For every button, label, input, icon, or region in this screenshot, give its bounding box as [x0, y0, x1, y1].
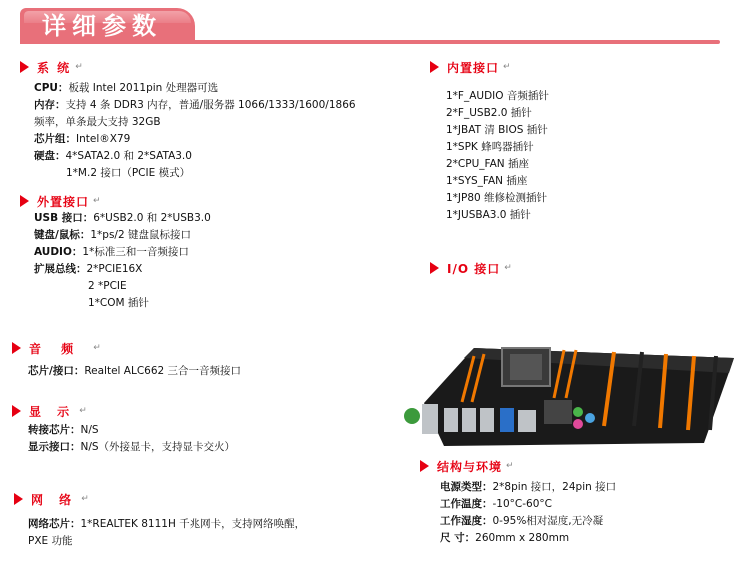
arrow-icon [20, 61, 29, 73]
section-structure: 结构与环境 ↵ 电源类型：2*8pin 接口，24pin 接口 工作温度：-10°C-60°C 工作湿度：0-95%相对湿度,无冷凝 尺 寸：260mm x 280mm [420, 457, 616, 547]
list-item: 1*SPK 蜂鸣器插针 [446, 141, 534, 153]
list-item: 1*JBAT 清 BIOS 插针 [446, 124, 548, 136]
section-network: 网 络 ↵ 网络芯片：1*REALTEK 8111H 千兆网卡，支持网络唤醒， PXE 功能 [14, 490, 305, 550]
section-display: 显 示 ↵ 转接芯片：N/S 显示接口：N/S（外接显卡，支持显卡交火） [12, 402, 235, 456]
arrow-icon [20, 195, 29, 207]
return-icon: ↵ [75, 62, 83, 72]
section-io: I/O 接口 ↵ [430, 259, 512, 277]
section-internal: 内置接口 ↵ 1*F_AUDIO 音频插针 2*F_USB2.0 插针 1*JBAT 清 BIOS 插针 1*SPK 蜂鸣器插针 2*CPU_FAN 插座 1*SYS_FAN 插座 1*JP80 维修检测插针 1*JUSBA3.0 插针 [430, 58, 549, 224]
list-item: 1*JUSBA3.0 插针 [446, 209, 531, 221]
list-item: 1*SYS_FAN 插座 [446, 175, 528, 187]
section-title: 系 统 [37, 60, 72, 75]
section-external: 外置接口 ↵ USB 接口：6*USB2.0 和 2*USB3.0 键盘/鼠标：1*ps/2 键盘鼠标接口 AUDIO：1*标准三和一音频接口 扩展总线：2*PCIE16X 2 *PCIE 1*COM 插针 [20, 192, 211, 312]
list-item: 2*CPU_FAN 插座 [446, 158, 529, 170]
list-item: 1*JP80 维修检测插针 [446, 192, 548, 204]
page-title: 详细参数 [42, 12, 162, 40]
list-item: 1*F_AUDIO 音频插针 [446, 90, 549, 102]
list-item: 2*F_USB2.0 插针 [446, 107, 532, 119]
header-band [20, 8, 720, 44]
section-audio: 音 频 ↵ 芯片/接口：Realtel ALC662 三合一音频接口 [12, 339, 241, 380]
motherboard-image [404, 318, 734, 448]
section-system: 系 统 ↵ CPU：板载 Intel 2011pin 处理器可选 内存：支持 4 条 DDR3 内存，普通/服务器 1066/1333/1600/1866 频率，单条最大支持 32GB 芯片组：Intel®X79 硬盘：4*SATA2.0 和 2*SATA3.0 1*M.2 接口（PCIE 模式） [20, 58, 356, 182]
